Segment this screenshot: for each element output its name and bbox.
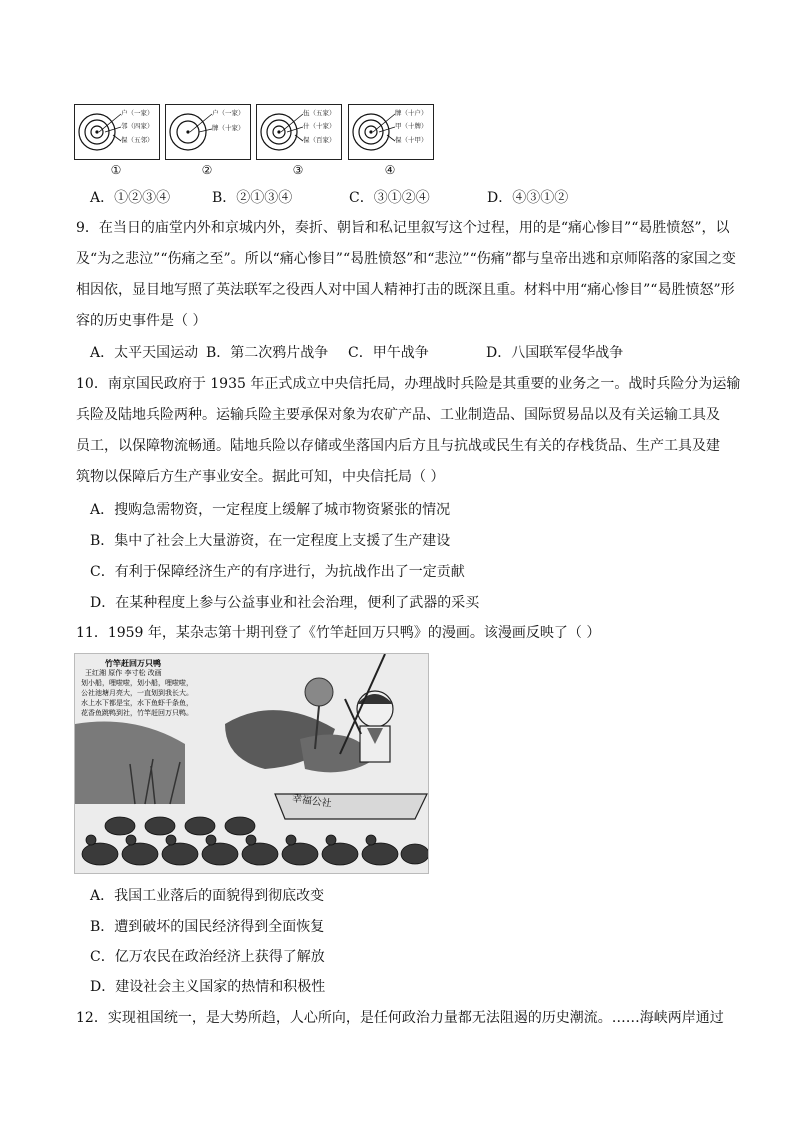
diagram-3 [256,104,342,160]
q12-stem: 12．实现祖国统一，是大势所趋，人心所向，是任何政治力量都无法阻遏的历史潮流。……海峡两岸通过 [76,1010,724,1026]
q11-option-c[interactable]: C．亿万农民在政治经济上获得了解放 [90,949,325,965]
diagram-label: 户（一家） [121,109,154,117]
diagram-label: 伍（五家） [303,109,336,117]
cartoon-poem-line: 划小船，哩啦啦，划小船，哩啦啦， [81,679,193,687]
q10-stem-line: 员工，以保障物流畅通。陆地兵险以存储或坐落国内后方且与抗战或民生有关的存栈货品、生产工具及建 [76,438,720,454]
q11-option-b[interactable]: B．遭到破坏的国民经济得到全面恢复 [90,919,325,935]
diagram-number: ③ [292,163,304,177]
cartoon-poem-line: 水上水下都是宝，水下鱼虾千条鱼， [81,699,193,707]
cartoon-title: 竹竿赶回万只鸭 [105,658,161,668]
q11-option-a[interactable]: A．我国工业落后的面貌得到彻底改变 [90,888,325,904]
cartoon-credit: 王红湘 原作 李寸松 改画 [85,669,162,677]
q10-stem-line: 筑物以保障后方生产事业安全。据此可知，中央信托局（ ） [76,469,445,485]
diagram-label: 牌（十户） [395,109,428,117]
diagram-label: 保（五邻） [121,136,154,144]
diagram-label: 牌（十家） [212,124,245,132]
q9-option-c[interactable]: C．甲午战争 [348,345,429,361]
q9-option-a[interactable]: A．太平天国运动 [90,345,199,361]
diagram-4 [348,104,434,160]
q9-stem-line: 及“为之悲泣”“伤痛之至”。所以“痛心惨目”“曷胜愤怒”和“悲泣”“伤痛”都与皇帝出逃和京师陷落的家国之变 [76,251,736,267]
diagram-label: 保（十甲） [395,136,428,144]
diagram-number: ④ [384,163,396,177]
diagram-label: 甲（十牌） [395,122,428,130]
q10-option-b[interactable]: B．集中了社会上大量游资，在一定程度上支援了生产建设 [90,533,451,549]
diagram-2 [165,104,251,160]
diagram-label: 邻（四家） [121,122,154,130]
q9-stem-line: 相因依，显目地写照了英法联军之役西人对中国人精神打击的既深且重。材料中用“痛心惨目”“曷胜愤怒”形 [76,282,735,298]
q8-option-a[interactable]: A．①②③④ [90,190,171,206]
diagram-number: ② [201,163,213,177]
q8-option-d[interactable]: D．④③①② [487,190,569,206]
cartoon-poem-line: 花香鱼跳鸭到社，竹竿赶回万只鸭。 [81,709,193,717]
cartoon-poem-line: 公社池塘月亮大，一直划到我长大。 [81,689,193,697]
q10-option-c[interactable]: C．有利于保障经济生产的有序进行，为抗战作出了一定贡献 [90,564,465,580]
q9-stem-line: 容的历史事件是（ ） [76,313,207,329]
diagram-label: 保（百家） [303,136,336,144]
q8-option-c[interactable]: C．③①②④ [349,190,430,206]
q10-stem-line: 10．南京国民政府于 1935 年正式成立中央信托局，办理战时兵险是其重要的业务之一。战时兵险分为运输 [76,376,741,392]
q10-option-a[interactable]: A．搜购急需物资，一定程度上缓解了城市物资紧张的情况 [90,502,451,518]
diagram-number: ① [110,163,122,177]
q9-option-d[interactable]: D．八国联军侵华战争 [486,345,624,361]
q10-stem-line: 兵险及陆地兵险两种。运输兵险主要承保对象为农矿产品、工业制造品、国际贸易品以及有关运输工具及 [76,407,720,423]
q9-stem-line: 9．在当日的庙堂内外和京城内外，奏折、朝旨和私记里叙写这个过程，用的是“痛心惨目”“曷胜愤怒”，以 [76,220,730,236]
q10-option-d[interactable]: D．在某种程度上参与公益事业和社会治理，便利了武器的采买 [90,595,480,611]
diagram-1 [74,104,160,160]
cartoon-banner: 幸福公社 [291,793,333,810]
diagram-label: 户（一家） [212,109,245,117]
q9-option-b[interactable]: B．第二次鸦片战争 [206,345,329,361]
q11-option-d[interactable]: D．建设社会主义国家的热情和积极性 [90,979,326,995]
cartoon-poem [81,658,193,718]
q11-stem: 11．1959 年，某杂志第十期刊登了《竹竿赶回万只鸭》的漫画。该漫画反映了（ ） [76,625,601,641]
diagram-label: 什（十家） [303,122,336,130]
q8-option-b[interactable]: B．②①③④ [212,190,293,206]
cartoon-image [74,653,429,874]
